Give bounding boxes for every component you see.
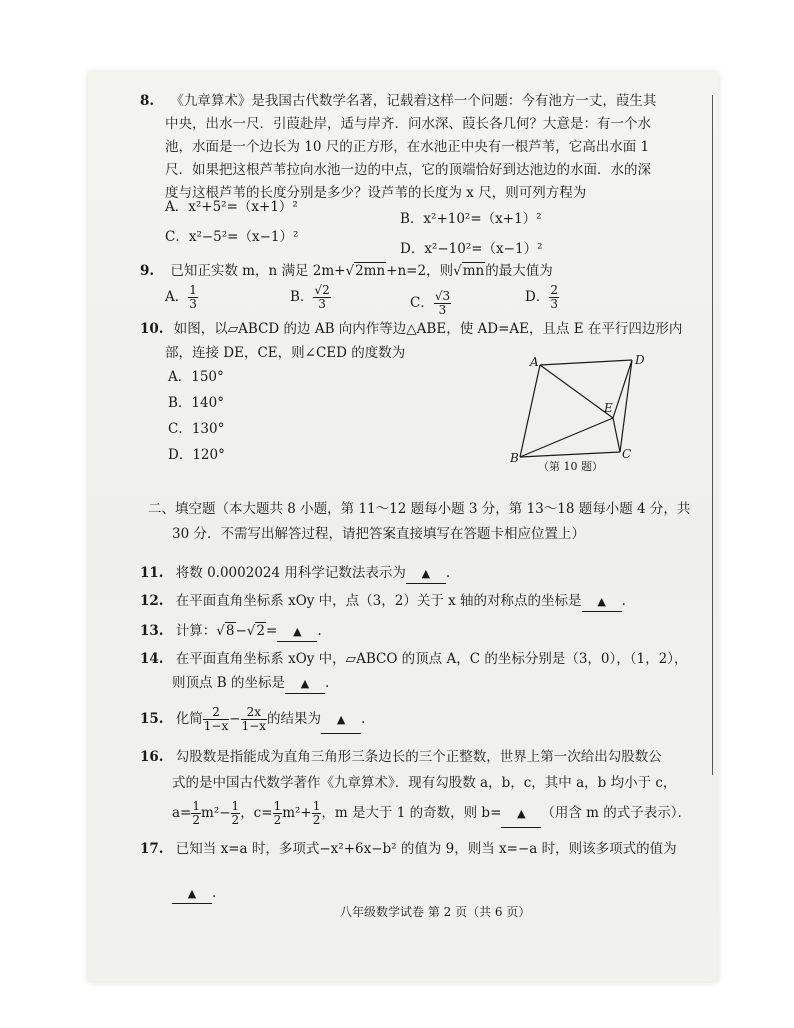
q14-line1: 14. 在平面直角坐标系 xOy 中，▱ABCO 的顶点 A，C 的坐标分别是（3，0），（1，2），: [140, 651, 688, 667]
figure-caption: （第 10 题）: [538, 460, 603, 473]
q17-line1: 17. 已知当 x=a 时，多项式−x²+6x−b² 的值为 9，则当 x=−a 时，则该多项式的值为: [140, 841, 677, 857]
q16-line3: a= $\frac{1}{2}$ m²− $\frac{1}{2}$ ，c= $\frac{1}{2}$ m²+ $\frac{1}{2}$ ，m 是大于 1 的奇数，则 b= ▲ （用含 m 的式子表示）．: [172, 799, 692, 827]
answer-blank: ▲: [172, 884, 212, 904]
q8-option-d: D．x²−10²=（x−1）²: [400, 241, 543, 257]
q8-line3: 池，水面是一个边长为 10 尺的正方形，在水池正中央有一根芦苇，它高出水面 1: [165, 139, 650, 155]
q16-line1: 16. 勾股数是指能成为直角三角形三条边长的三个正整数，世界上第一次给出勾股数公: [140, 749, 662, 765]
section2-line1: 二、填空题（本大题共 8 小题，第 11～12 题每小题 3 分，第 13～18 题每小题 4 分，共: [148, 501, 691, 517]
q10-option-b: B．140°: [168, 395, 224, 411]
fraction: $\frac{1}{2}$: [192, 799, 201, 827]
answer-blank: ▲: [277, 622, 317, 642]
label-d: D: [635, 353, 645, 367]
fraction: $\frac{1}{3}$: [189, 283, 197, 311]
edge-ce: [613, 418, 620, 452]
edge-ae: [540, 365, 613, 418]
q11: 11. 将数 0.0002024 用科学记数法表示为 ▲ .: [140, 564, 450, 584]
edge-ab: [520, 365, 540, 457]
q9-stem: [140, 262, 553, 281]
label-a: A: [530, 355, 539, 369]
answer-blank: ▲: [285, 674, 325, 694]
label-c: C: [622, 447, 632, 461]
q14-line2: 则顶点 B 的坐标是 ▲ .: [172, 674, 329, 694]
fraction: $\frac{1}{2}$: [273, 799, 282, 827]
q8-line1: [140, 92, 656, 111]
q9-option-a: A． $\frac{1}{3}$: [165, 283, 197, 311]
paper-edge-line: [712, 95, 713, 775]
fraction: $\frac{1}{2}$: [231, 799, 240, 827]
q8-text1: 《九章算术》是我国古代数学名著，记载着这样一个问题：今有池方一丈，葭生其: [170, 93, 657, 109]
edge-be: [520, 418, 613, 457]
q12: 12. 在平面直角坐标系 xOy 中，点（3，2）关于 x 轴的对称点的坐标是 ▲ .: [140, 592, 626, 612]
q15: 15. 化简 $\frac{2}{1-x}$ − $\frac{2x}{1-x}$ 的结果为 ▲ .: [140, 705, 366, 733]
fraction: $\frac{1}{2}$: [312, 799, 321, 827]
answer-blank: ▲: [501, 801, 541, 828]
q8-option-b: B．x²+10²=（x+1）²: [400, 211, 542, 227]
label-e: E: [604, 401, 613, 415]
fraction: $\frac{2x}{1-x}$: [241, 705, 267, 733]
sqrt-icon: √: [453, 263, 462, 279]
q17-line2: ▲ .: [172, 884, 216, 904]
answer-blank: ▲: [321, 707, 361, 734]
q10-option-d: D．120°: [168, 447, 225, 463]
q10-option-a: A．150°: [168, 369, 224, 385]
page-footer: 八年级数学试卷 第 2 页（共 6 页）: [340, 905, 531, 919]
label-b: B: [510, 451, 519, 465]
answer-blank: ▲: [582, 592, 622, 612]
q8-option-c: C．x²−5²=（x−1）²: [165, 229, 299, 245]
q10-option-c: C．130°: [168, 421, 225, 437]
fraction: $\frac{2}{3}$: [550, 283, 558, 311]
fraction: $\frac{2}{1-x}$: [203, 705, 229, 733]
q9-option-c: C． $\frac{√3}{3}$: [410, 289, 451, 317]
q13: 13. 计算：√8−√2= ▲ .: [140, 622, 322, 642]
edge-bc: [520, 452, 620, 457]
edge-de: [613, 360, 632, 418]
q10-text1: 如图，以▱ABCD 的边 AB 向内作等边△ABE，使 AD=AE，且点 E 在平行四边形内: [173, 321, 683, 337]
section2-line2: 30 分．不需写出解答过程，请把答案直接填写在答题卡相应位置上）: [172, 526, 585, 542]
q10-number: 10.: [140, 321, 164, 337]
q8-line5: 度与这根芦苇的长度分别是多少？设芦苇的长度为 x 尺，则可列方程为: [165, 185, 587, 201]
q9-pre: 已知正实数 m，n 满足 2m+: [170, 263, 346, 279]
sqrt-icon: √: [345, 263, 355, 279]
edge-dc: [620, 360, 632, 452]
q10-figure: [510, 350, 650, 475]
fraction: $\frac{√2}{3}$: [314, 283, 330, 311]
q8-number: 8.: [140, 93, 155, 109]
q8-line4: 尺．如果把这根芦苇拉向水池一边的中点，它的顶端恰好到达池边的水面．水的深: [165, 162, 651, 178]
edge-ad: [540, 360, 632, 365]
q9-radicand2: mn: [462, 263, 485, 279]
q9-option-d: D． $\frac{2}{3}$: [525, 283, 558, 311]
q8-option-a: A．x²+5²=（x+1）²: [165, 199, 298, 215]
q10-line1: [140, 320, 682, 339]
q9-number: 9.: [140, 263, 155, 279]
q16-line2: 式的是中国古代数学著作《九章算术》．现有勾股数 a，b，c，其中 a，b 均小于 c，: [172, 775, 677, 791]
q9-option-b: B． $\frac{√2}{3}$: [290, 283, 330, 311]
fraction: $\frac{√3}{3}$: [434, 289, 451, 317]
q10-line2: 部，连接 DE，CE，则∠CED 的度数为: [165, 345, 406, 361]
answer-blank: ▲: [406, 564, 446, 584]
q8-line2: 中央，出水一尺．引葭赴岸，适与岸齐．问水深、葭长各几何？大意是：有一个水: [165, 116, 651, 132]
q9-post: 的最大值为: [485, 263, 553, 279]
q9-mid: +n=2，则: [386, 263, 454, 279]
q9-radicand1: 2mn: [355, 263, 386, 279]
